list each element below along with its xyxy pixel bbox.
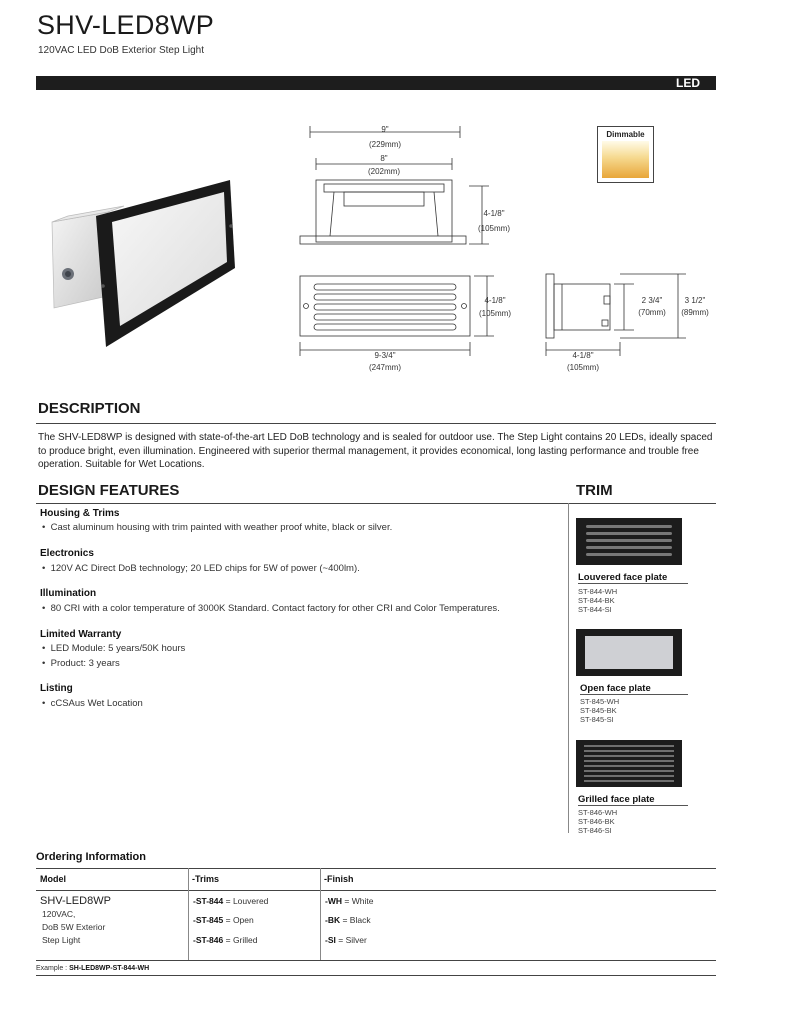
- dim-width-outer: 9": [381, 125, 389, 134]
- trim-code: ST-844-BK: [578, 596, 615, 605]
- ordering-finish-option: -WH = White: [325, 896, 374, 906]
- features-rule: [36, 503, 716, 504]
- louvered-plate-image: [576, 518, 682, 565]
- dim-height-top-mm: (105mm): [477, 224, 511, 233]
- feature-item: • 80 CRI with a color temperature of 3000K Standard. Contact factory for other CRI and Color Temperatures.: [42, 603, 500, 614]
- description-text: The SHV-LED8WP is designed with state-of-the-art LED DoB technology and is sealed for outdoor use. The Step Light contains 20 LEDs, ideally spaced to produce bright, even illumination. Engineered with superior thermal management, it provides economical, long lasting performance and trouble free operation. Suitable for Wet Locations.: [38, 432, 713, 470]
- dim-width-front-mm: (247mm): [368, 363, 402, 372]
- ordering-top-rule: [36, 868, 716, 869]
- grilled-plate-image: [576, 740, 682, 787]
- trim-rule: [580, 694, 688, 695]
- dim-width-inner-mm: (202mm): [367, 167, 401, 176]
- trim-rule: [578, 583, 688, 584]
- ordering-col-trims: -Trims: [192, 874, 220, 884]
- trim-name-grilled: Grilled face plate: [578, 794, 655, 805]
- dim-width-inner: 8": [380, 154, 388, 163]
- dim-side-outer: 3 1/2": [684, 296, 706, 305]
- ordering-example: Example : SH-LED8WP-ST-844-WH: [36, 965, 150, 972]
- trim-code: ST-845-WH: [580, 697, 620, 706]
- column-divider: [568, 503, 569, 833]
- trim-code: ST-846-BK: [578, 817, 615, 826]
- ordering-divider: [320, 868, 321, 960]
- features-heading: DESIGN FEATURES: [38, 482, 180, 499]
- ordering-trim-option: -ST-844 = Louvered: [193, 896, 269, 906]
- ordering-model-desc: DoB 5W Exterior: [42, 922, 106, 932]
- ordering-divider: [188, 868, 189, 960]
- trim-code: ST-844-SI: [578, 605, 612, 614]
- category-bar: [36, 76, 716, 90]
- feature-item: • Product: 3 years: [42, 658, 120, 669]
- front-view-drawing: [294, 270, 526, 376]
- dim-side-inner-mm: (70mm): [638, 308, 666, 317]
- product-title: SHV-LED8WP: [37, 10, 215, 40]
- ordering-header-rule: [36, 890, 716, 891]
- ordering-model-desc: Step Light: [42, 935, 81, 945]
- trim-heading: TRIM: [576, 482, 613, 499]
- dim-side-inner: 2 3/4": [641, 296, 663, 305]
- dim-side-outer-mm: (89mm): [681, 308, 709, 317]
- trim-code: ST-846-SI: [578, 826, 612, 835]
- dim-side-width-mm: (105mm): [566, 363, 600, 372]
- trim-rule: [578, 805, 688, 806]
- dim-width-front: 9-3/4": [374, 351, 396, 360]
- trim-code: ST-846-WH: [578, 808, 618, 817]
- ordering-finish-option: -BK = Black: [325, 915, 371, 925]
- open-plate-image: [576, 629, 682, 676]
- dimmable-label: Dimmable: [606, 130, 645, 139]
- feature-item: • Cast aluminum housing with trim painted with weather proof white, black or silver.: [42, 522, 393, 533]
- ordering-footer-rule: [36, 975, 716, 976]
- ordering-trim-option: -ST-845 = Open: [193, 915, 254, 925]
- dimmable-swatch: [602, 141, 649, 178]
- ordering-trim-option: -ST-846 = Grilled: [193, 935, 258, 945]
- feature-title-housing: Housing & Trims: [40, 508, 120, 519]
- feature-title-listing: Listing: [40, 683, 73, 694]
- ordering-model-name: SHV-LED8WP: [40, 895, 111, 907]
- dim-height-front: 4-1/8": [484, 296, 506, 305]
- dim-side-width: 4-1/8": [572, 351, 594, 360]
- trim-code: ST-845-SI: [580, 715, 614, 724]
- feature-item: • LED Module: 5 years/50K hours: [42, 643, 186, 654]
- ordering-col-model: Model: [40, 874, 66, 884]
- feature-title-illumination: Illumination: [40, 588, 97, 599]
- side-view-drawing: [540, 270, 715, 376]
- ordering-heading: Ordering Information: [36, 851, 146, 863]
- trim-name-open: Open face plate: [580, 683, 651, 694]
- product-subtitle: 120VAC LED DoB Exterior Step Light: [38, 45, 205, 56]
- feature-title-warranty: Limited Warranty: [40, 629, 122, 640]
- trim-name-louvered: Louvered face plate: [578, 572, 668, 583]
- trim-code: ST-844-WH: [578, 587, 618, 596]
- top-view-drawing: [294, 124, 524, 250]
- dim-width-outer-mm: (229mm): [368, 140, 402, 149]
- feature-item: • cCSAus Wet Location: [42, 698, 143, 709]
- dim-height-front-mm: (105mm): [478, 309, 512, 318]
- dimmable-badge: [597, 126, 654, 183]
- ordering-bottom-rule: [36, 960, 716, 961]
- description-rule: [36, 423, 716, 424]
- product-photo: [48, 176, 238, 356]
- description-heading: DESCRIPTION: [38, 400, 141, 417]
- category-label: LED: [676, 76, 700, 90]
- ordering-col-finish: -Finish: [324, 874, 354, 884]
- dim-height-top: 4-1/8": [483, 209, 505, 218]
- ordering-finish-option: -SI = Silver: [325, 935, 367, 945]
- feature-title-electronics: Electronics: [40, 548, 94, 559]
- ordering-model-desc: 120VAC,: [42, 909, 76, 919]
- trim-code: ST-845-BK: [580, 706, 617, 715]
- feature-item: • 120V AC Direct DoB technology; 20 LED chips for 5W of power (~400lm).: [42, 563, 360, 574]
